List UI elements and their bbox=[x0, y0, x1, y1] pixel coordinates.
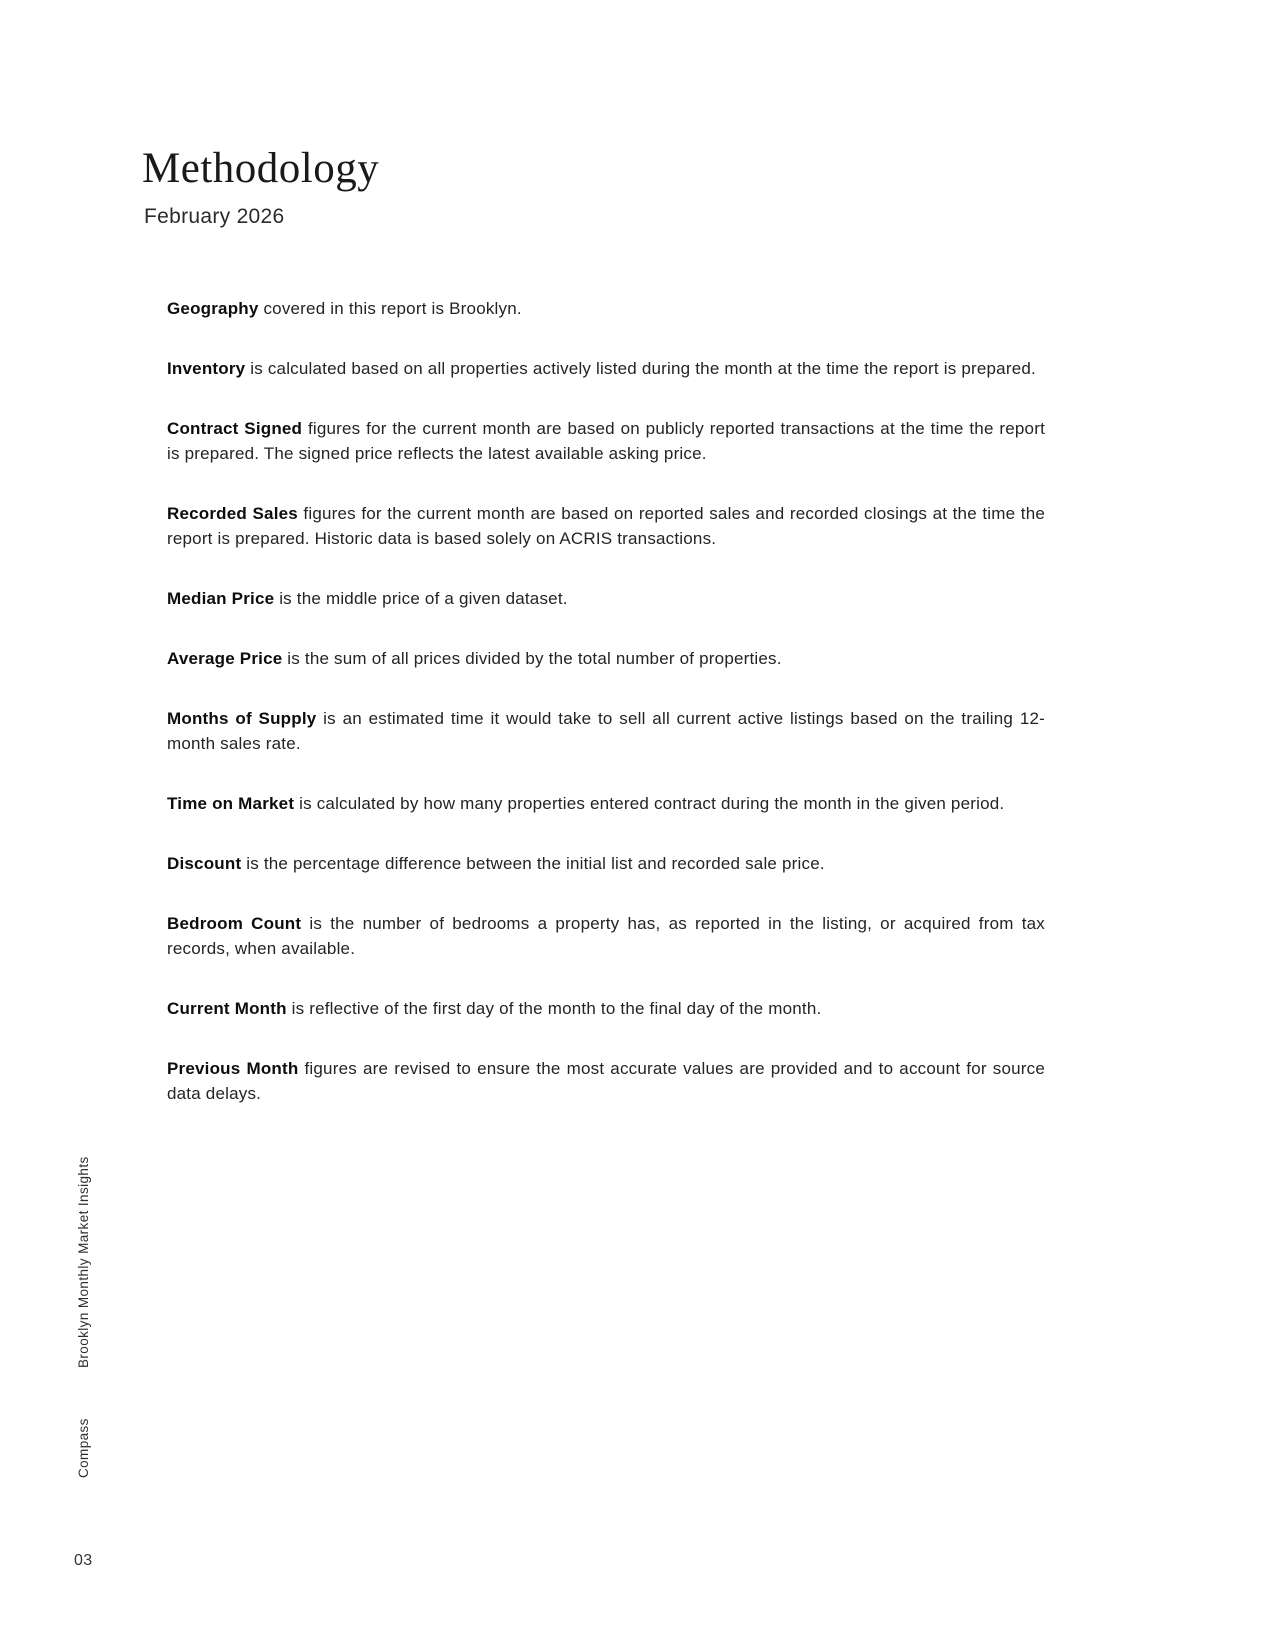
report-date: February 2026 bbox=[144, 205, 285, 228]
definition-paragraph: Bedroom Count is the number of bedrooms a property has, as reported in the listing, or acquired from tax records, when available. bbox=[167, 914, 1046, 958]
sidebar-brand-compass: Compass bbox=[76, 1418, 91, 1478]
definition-paragraph: Time on Market is calculated by how many properties entered contract during the month in the given period. bbox=[167, 794, 1005, 813]
page-header bbox=[142, 144, 379, 230]
definition-paragraph: Inventory is calculated based on all properties actively listed during the month at the time the report is prepared. bbox=[167, 359, 1036, 378]
definition-term: Bedroom Count bbox=[167, 914, 302, 933]
definition-paragraph: Median Price is the middle price of a given dataset. bbox=[167, 589, 568, 608]
definition-term: Inventory bbox=[167, 359, 246, 378]
sidebar-report-name: Brooklyn Monthly Market Insights bbox=[76, 1156, 91, 1368]
page-title: Methodology bbox=[142, 145, 380, 192]
definition-paragraph: Months of Supply is an estimated time it would take to sell all current active listings based on the trailing 12-month sales rate. bbox=[167, 709, 1045, 753]
definition-term: Geography bbox=[167, 299, 259, 318]
definition-paragraph: Geography covered in this report is Brooklyn. bbox=[167, 299, 522, 318]
definition-term: Previous Month bbox=[167, 1059, 299, 1078]
definition-paragraph: Previous Month figures are revised to ensure the most accurate values are provided and to account for source data delays. bbox=[167, 1059, 1046, 1103]
definition-paragraph: Recorded Sales figures for the current month are based on reported sales and recorded closings at the time the report is prepared. Historic data is based solely on ACRIS transactions. bbox=[167, 504, 1046, 548]
definition-term: Recorded Sales bbox=[167, 504, 298, 523]
definition-paragraph: Contract Signed figures for the current month are based on publicly reported transactions at the time the report is prepared. The signed price reflects the latest available asking price. bbox=[167, 419, 1045, 463]
definition-term: Time on Market bbox=[167, 794, 295, 813]
page-number: 03 bbox=[74, 1552, 93, 1569]
definition-paragraph: Current Month is reflective of the first day of the month to the final day of the month. bbox=[167, 999, 822, 1018]
definitions-list bbox=[167, 296, 1045, 1141]
definition-paragraph: Average Price is the sum of all prices divided by the total number of properties. bbox=[167, 649, 782, 668]
definition-paragraph: Discount is the percentage difference between the initial list and recorded sale price. bbox=[167, 854, 825, 873]
definition-term: Median Price bbox=[167, 589, 275, 608]
definition-term: Months of Supply bbox=[167, 709, 317, 728]
definition-term: Average Price bbox=[167, 649, 283, 668]
definition-term: Discount bbox=[167, 854, 242, 873]
definition-term: Contract Signed bbox=[167, 419, 303, 438]
definition-term: Current Month bbox=[167, 999, 287, 1018]
